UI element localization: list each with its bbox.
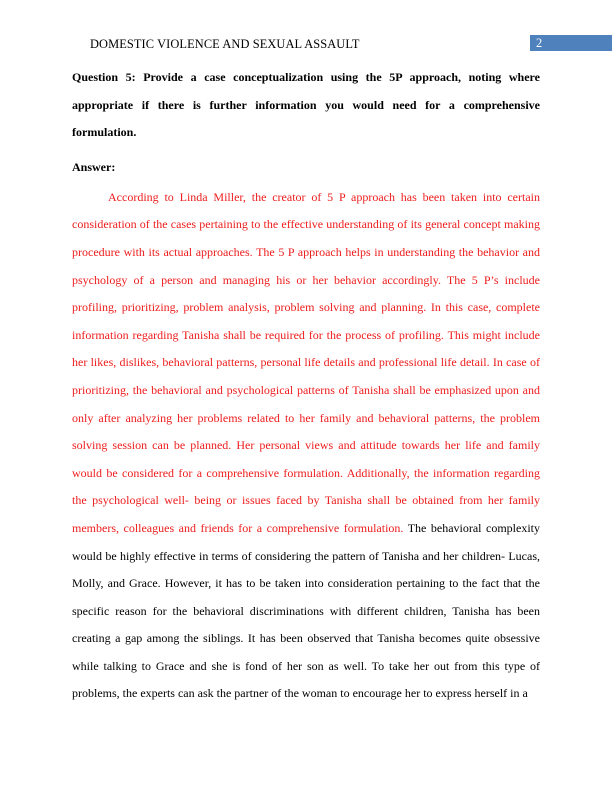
page-number: 2 [536, 36, 543, 50]
document-body [72, 64, 540, 708]
page-number-badge [530, 35, 612, 51]
answer-label: Answer: [72, 159, 116, 174]
question-heading: Question 5: Provide a case conceptualization using the 5P approach, noting where appropriate if there is further information you would need for a comprehensive formulation. [72, 70, 540, 140]
answer-paragraph [72, 184, 540, 708]
running-head-title: DOMESTIC VIOLENCE AND SEXUAL ASSAULT [90, 37, 360, 51]
answer-highlighted-text: According to Linda Miller, the creator of 5 P approach has been taken into certain consideration of the cases pertaining to the effective understanding of its general concept making procedure with its actual approaches. The 5 P approach helps in understanding the behavior and psychology of a person and managing his or her behavior accordingly. The 5 P’s include profiling, prioritizing, problem analysis, problem solving and planning. In this case, complete information regarding Tanisha shall be required for the process of profiling. This might include her likes, dislikes, behavioral patterns, personal life details and professional life detail. In case of prioritizing, the behavioral and psychological patterns of Tanisha shall be emphasized upon and only after analyzing her problems related to her family and behavioral patterns, the problem solving session can be planned. Her personal views and attitude towards her life and family would be considered for a comprehensive formulation. Additionally, the information regarding the psychological well- being or issues faced by Tanisha shall be obtained from her family members, colleagues and friends for a comprehensive formulation. [72, 189, 540, 535]
answer-normal-text: The behavioral complexity would be highly effective in terms of considering the pattern of Tanisha and her children- Lucas, Molly, and Grace. However, it has to be taken into consideration pertaining to the fact that the specific reason for the behavioral discriminations with different children, Tanisha has been creating a gap among the siblings. It has been observed that Tanisha becomes quite obsessive while talking to Grace and she is fond of her son as well. To take her out from this type of problems, the experts can ask the partner of the woman to encourage her to express herself in a [72, 520, 541, 701]
